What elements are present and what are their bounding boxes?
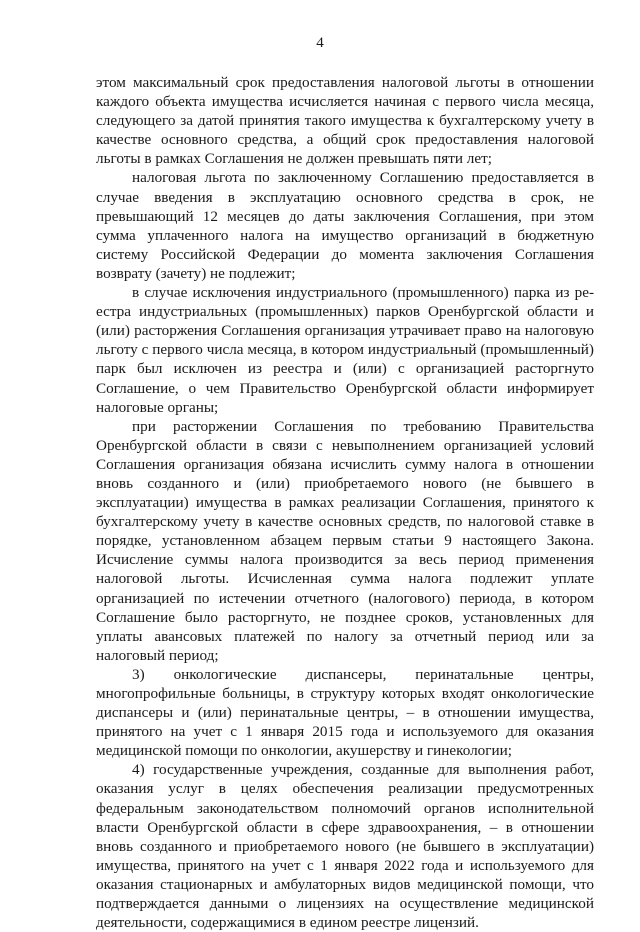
paragraph-item-4-state-institutions: 4) государственные учреждения, созданные для выполнения работ, оказания услуг в целях обеспечения реализации предусмотренных федеральным законодательством полномочий органов исполнительной власти Оренбургской области в сфере здравоохранения, – в отношении вновь созданного и приобретаемого нового (не бывшего в эксплуатации) имущества, принятого на учет с 1 января 2022 года и используемого для оказания стационарных и амбулаторных видов медицинской помощи, что подтверждается данными о лицензиях на осуществление медицинской деятельности, содержащимися в едином реестре лицензий. (96, 761, 594, 932)
paragraph-agreement-termination: при расторжении Соглашения по требованию Правительства Оренбургской области в связи с невыполнением организацией условий Соглашения организация обязана исчислить сумму налога в отношении вновь созданного и (или) приобретаемого нового (не бывшего в эксплуатации) имущества в рамках реализации Соглашения, принятого к бухгалтерскому учету в качестве основных средств, по налоговой ставке в порядке, установленном абзацем первым статьи 9 настоящего Закона. Исчисление суммы налога производится за весь период применения налоговой льготы. Исчисленная сумма налога подлежит уплате организацией по истечении отчетного (налогового) периода, в котором Соглашение было расторгнуто, не позднее сроков, установленных для уплаты авансовых платежей по налогу за отчетный период или за налоговый период; (96, 417, 594, 664)
paragraph-continuation: этом максимальный срок предоставления налоговой льготы в отношении каждого объекта имущества исчисляется начиная с первого числа месяца, следующего за датой принятия такого имущества к бухгалтерскому учету в качестве основного средства, а общий срок предоставления налоговой льготы в рамках Соглашения не должен превышать пяти лет; (96, 74, 594, 168)
paragraph-item-3-oncology: 3) онкологические диспансеры, перинатальные центры, многопрофильные больницы, в структуру которых входят онкологические диспансеры и (или) перинатальные центры, – в отношении имущества, принятого на учет с 1 января 2015 года и используемого для оказания медицинской помощи по онкологии, акушерству и гинекологии; (96, 665, 594, 760)
paragraph-tax-benefit-commissioning: налоговая льгота по заключенному Соглашению предоставляется в случае введения в эксплуатацию основного средства в срок, не превышающий 12 месяцев до даты заключения Соглашения, при этом сумма уплаченного налога на имущество организаций в бюджетную систему Российской Федерации до момента заключения Соглашения возврату (зачету) не подлежит; (96, 169, 594, 282)
page-number: 4 (316, 35, 324, 51)
paragraph-park-exclusion: в случае исключения индустриального (промышленного) парка из реестра индустриальных (промышленных) парков Оренбургской области и (или) расторжения Соглашения организация утрачивает право на налоговую льготу с первого числа месяца, в котором индустриальный (промышленный) парк был исключен из реестра и (или) с организацией расторгнуто Соглашение, о чем Правительство Оренбургской области информирует налоговые органы; (96, 284, 594, 416)
document-body (96, 73, 594, 932)
